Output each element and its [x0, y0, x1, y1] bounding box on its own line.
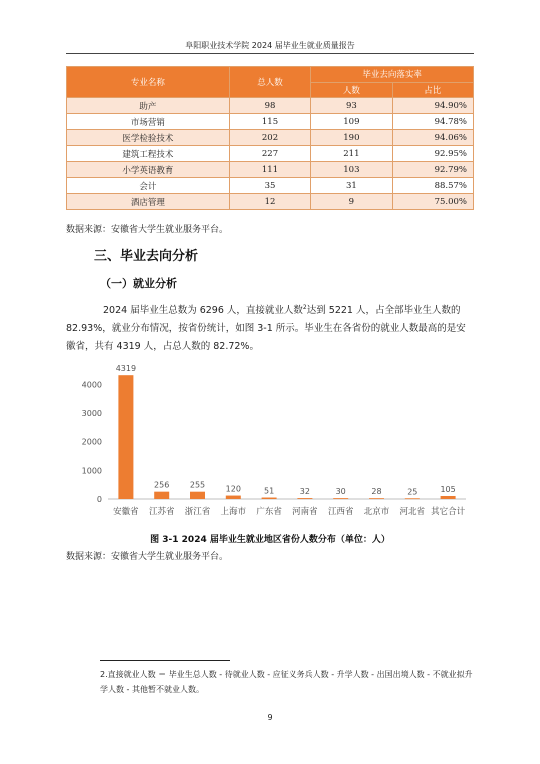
bar	[441, 496, 456, 499]
col-major-header: 专业名称	[67, 67, 230, 98]
cell-count: 211	[311, 146, 392, 162]
bar	[369, 498, 384, 499]
footnote-rule	[100, 660, 230, 661]
bar	[226, 496, 241, 499]
y-tick-label: 3000	[81, 409, 102, 418]
y-tick-label: 2000	[81, 437, 102, 447]
cell-count: 190	[311, 130, 392, 146]
bar-value-label: 4319	[115, 364, 137, 374]
x-category-label: 安徽省	[113, 507, 139, 517]
cell-total: 35	[229, 178, 310, 194]
page-number: 9	[267, 713, 273, 722]
employment-rate-table	[66, 66, 474, 210]
chart-source-note: 数据来源：安徽省大学生就业服务平台。	[66, 552, 229, 562]
province-bar-chart	[66, 360, 474, 530]
x-category-label: 广东省	[256, 507, 282, 517]
table-row	[67, 146, 474, 162]
bar-value-label: 51	[264, 486, 275, 496]
table-row	[67, 162, 474, 178]
table-row	[67, 178, 474, 194]
section-title: 三、毕业去向分析	[94, 249, 199, 264]
bar	[297, 498, 312, 499]
x-category-label: 江西省	[327, 507, 354, 517]
cell-count: 109	[311, 114, 392, 130]
subsection-title: （一）就业分析	[100, 277, 177, 290]
cell-major: 助产	[67, 98, 230, 114]
paragraph-text-1: 2024 届毕业生总数为 6296 人，直接就业人数	[103, 305, 303, 317]
y-tick-label: 4000	[81, 380, 102, 390]
cell-major: 建筑工程技术	[67, 146, 230, 162]
col-count-header: 人数	[311, 82, 392, 98]
bar-value-label: 256	[154, 480, 170, 490]
cell-pct: 94.78%	[392, 114, 473, 130]
x-category-label: 其它合计	[431, 507, 466, 517]
cell-count: 93	[311, 98, 392, 114]
x-category-label: 浙江省	[184, 507, 211, 517]
bar	[405, 498, 420, 499]
table-row	[67, 130, 474, 146]
x-category-label: 上海市	[220, 507, 247, 517]
paragraph-text-2: 达到 5221 人，占全部毕业生人数的 82.93%，就业分布情况，按省份统计，如图 3-1 所示。毕业生在各省份的就业人数最高的是安徽省，共有 4319 人，占总人数的 82.72%。	[66, 305, 466, 353]
bar-value-label: 255	[189, 480, 206, 490]
figure-caption: 图 3-1 2024 届毕业生就业地区省份人数分布（单位：人）	[150, 535, 390, 545]
cell-total: 111	[229, 162, 310, 178]
header-rule	[66, 53, 474, 54]
y-tick-label: 1000	[81, 466, 102, 476]
cell-pct: 92.79%	[392, 162, 473, 178]
bar	[333, 498, 348, 499]
cell-pct: 92.95%	[392, 146, 473, 162]
bar	[190, 492, 205, 499]
cell-total: 202	[229, 130, 310, 146]
cell-major: 酒店管理	[67, 194, 230, 210]
cell-total: 12	[229, 194, 310, 210]
cell-pct: 94.90%	[392, 98, 473, 114]
x-category-label: 河北省	[399, 507, 426, 517]
page-header: 阜阳职业技术学院 2024 届毕业生就业质量报告	[185, 41, 355, 50]
bar-value-label: 25	[407, 487, 418, 497]
table-source-note: 数据来源：安徽省大学生就业服务平台。	[66, 225, 229, 235]
x-category-label: 北京市	[363, 507, 390, 517]
table-row	[67, 194, 474, 210]
cell-pct: 88.57%	[392, 178, 473, 194]
footnote-ref: 2	[302, 304, 307, 311]
bar-value-label: 105	[440, 484, 456, 494]
col-pct-header: 占比	[392, 82, 473, 98]
bar-value-label: 120	[225, 484, 241, 494]
table-row	[67, 98, 474, 114]
cell-count: 9	[311, 194, 392, 210]
bar-value-label: 28	[371, 487, 382, 497]
y-tick-label: 0	[96, 495, 102, 504]
cell-major: 会计	[67, 178, 230, 194]
x-category-label: 江苏省	[148, 507, 175, 517]
cell-count: 103	[311, 162, 392, 178]
bar	[154, 492, 169, 499]
cell-pct: 94.06%	[392, 130, 473, 146]
footnote-text: 2.直接就业人数 ＝ 毕业生总人数 - 待就业人数 - 应征义务兵人数 - 升学人数 - 出国出境人数 - 不就业拟升学人数 - 其他暂不就业人数。	[100, 670, 473, 694]
bar-value-label: 30	[335, 487, 346, 497]
cell-pct: 75.00%	[392, 194, 473, 210]
cell-total: 98	[229, 98, 310, 114]
bar	[262, 498, 277, 499]
cell-major: 市场营销	[67, 114, 230, 130]
bar-value-label: 32	[299, 487, 310, 497]
table-row	[67, 114, 474, 130]
cell-total: 115	[229, 114, 310, 130]
employment-paragraph	[66, 299, 474, 356]
cell-major: 医学检验技术	[67, 130, 230, 146]
col-total-header: 总人数	[229, 67, 310, 98]
col-rate-group-header: 毕业去向落实率	[311, 67, 474, 83]
bar	[118, 375, 133, 499]
cell-count: 31	[311, 178, 392, 194]
cell-major: 小学英语教育	[67, 162, 230, 178]
x-category-label: 河南省	[292, 507, 318, 517]
cell-total: 227	[229, 146, 310, 162]
